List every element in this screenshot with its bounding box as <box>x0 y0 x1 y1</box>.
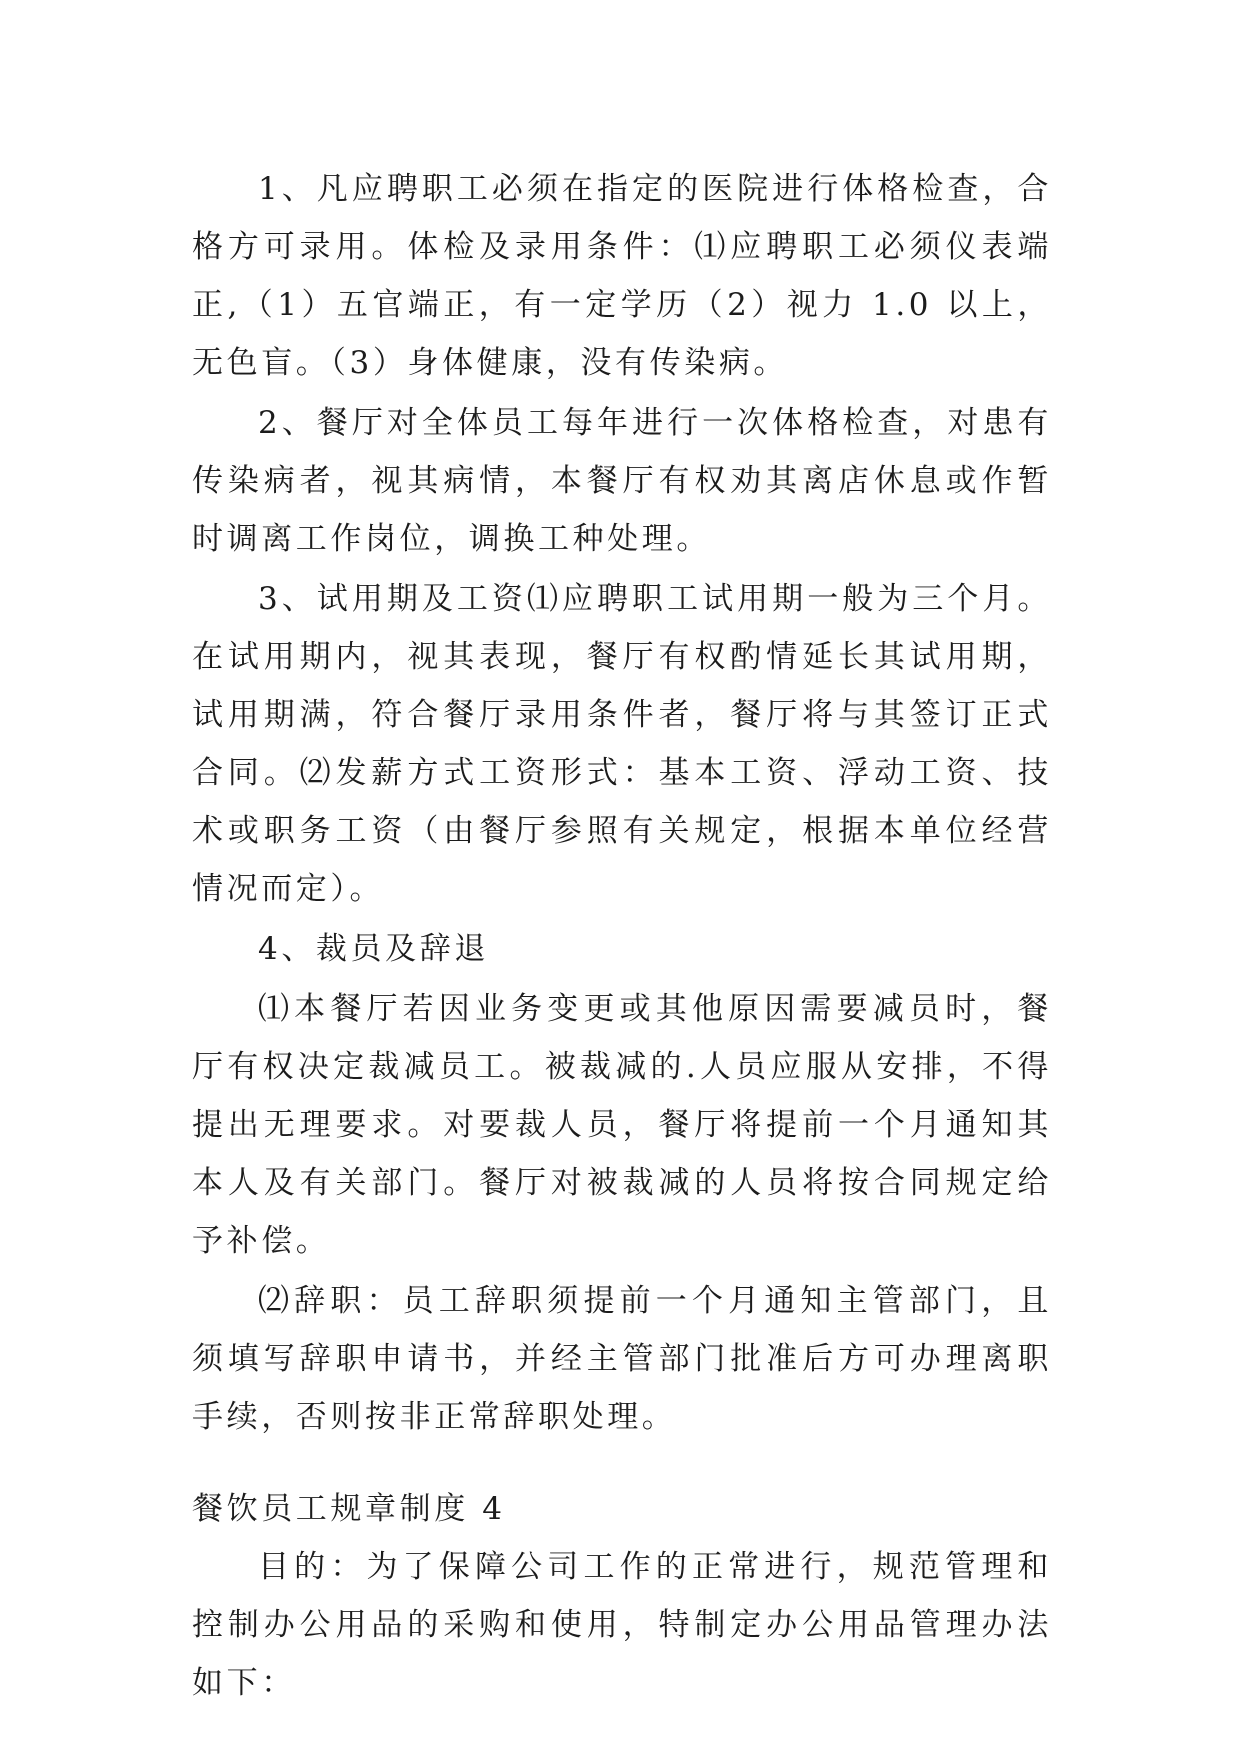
paragraph-6: ⑵辞职：员工辞职须提前一个月通知主管部门，且须填写辞职申请书，并经主管部门批准后方可办理离职手续，否则按非正常辞职处理。 <box>192 1283 1052 1435</box>
paragraph-4: 4、裁员及辞退 <box>258 931 489 967</box>
section-title: 餐饮员工规章制度 4 <box>192 1491 506 1527</box>
document-body <box>192 160 1052 1714</box>
section-paragraph-1: 目的：为了保障公司工作的正常进行，规范管理和控制办公用品的采购和使用，特制定办公用品管理办法如下： <box>192 1549 1052 1701</box>
paragraph-5: ⑴本餐厅若因业务变更或其他原因需要减员时，餐厅有权决定裁减员工。被裁减的.人员应服从安排，不得提出无理要求。对要裁人员，餐厅将提前一个月通知其本人及有关部门。餐厅对被裁减的人员将按合同规定给予补偿。 <box>192 991 1052 1259</box>
paragraph-3: 3、试用期及工资⑴应聘职工试用期一般为三个月。在试用期内，视其表现，餐厅有权酌情延长其试用期，试用期满，符合餐厅录用条件者，餐厅将与其签订正式合同。⑵发薪方式工资形式：基本工资、浮动工资、技术或职务工资（由餐厅参照有关规定，根据本单位经营情况而定）。 <box>192 581 1052 907</box>
paragraph-2: 2、餐厅对全体员工每年进行一次体格检查，对患有传染病者，视其病情，本餐厅有权劝其离店休息或作暂时调离工作岗位，调换工种处理。 <box>192 405 1052 557</box>
paragraph-1: 1、凡应聘职工必须在指定的医院进行体格检查，合格方可录用。体检及录用条件：⑴应聘职工必须仪表端正,（1）五官端正，有一定学历（2）视力 1.0 以上，无色盲。（3）身体健康，没有传染病。 <box>192 171 1052 381</box>
